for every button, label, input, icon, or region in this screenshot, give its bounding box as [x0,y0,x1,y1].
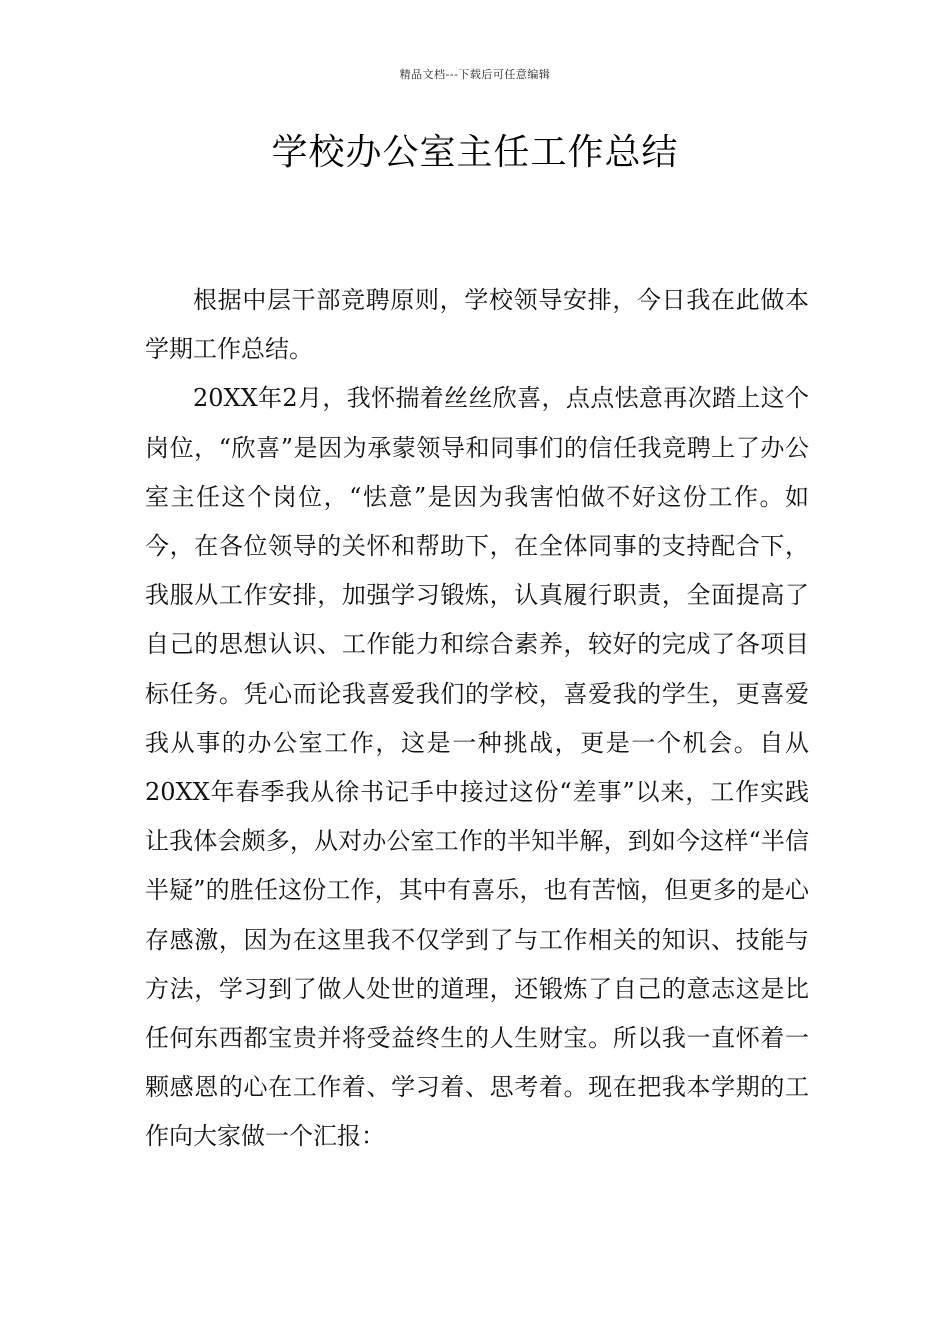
paragraph-main: 20XX年2月，我怀揣着丝丝欣喜，点点怯意再次踏上这个岗位，“欣喜”是因为承蒙领导和同事们的信任我竞聘上了办公室主任这个岗位，“怯意”是因为我害怕做不好这份工作。如今，在各位领导的关怀和帮助下，在全体同事的支持配合下，我服从工作安排，加强学习锻炼，认真履行职责，全面提高了自己的思想认识、工作能力和综合素养，较好的完成了各项目标任务。凭心而论我喜爱我们的学校，喜爱我的学生，更喜爱我从事的办公室工作，这是一种挑战，更是一个机会。自从20XX年春季我从徐书记手中接过这份“差事”以来，工作实践让我体会颇多，从对办公室工作的半知半解，到如今这样“半信半疑”的胜任这份工作，其中有喜乐，也有苦恼，但更多的是心存感激，因为在这里我不仅学到了与工作相关的知识、技能与方法，学习到了做人处世的道理，还锻炼了自己的意志这是比任何东西都宝贵并将受益终生的人生财宝。所以我一直怀着一颗感恩的心在工作着、学习着、思考着。现在把我本学期的工作向大家做一个汇报： [145,384,809,1151]
paragraph-intro: 根据中层干部竞聘原则，学校领导安排，今日我在此做本学期工作总结。 [145,286,809,364]
document-title: 学校办公室主任工作总结 [271,132,679,173]
document-body [145,276,809,1162]
page-header-note: 精品文档---下载后可任意编辑 [399,68,551,81]
